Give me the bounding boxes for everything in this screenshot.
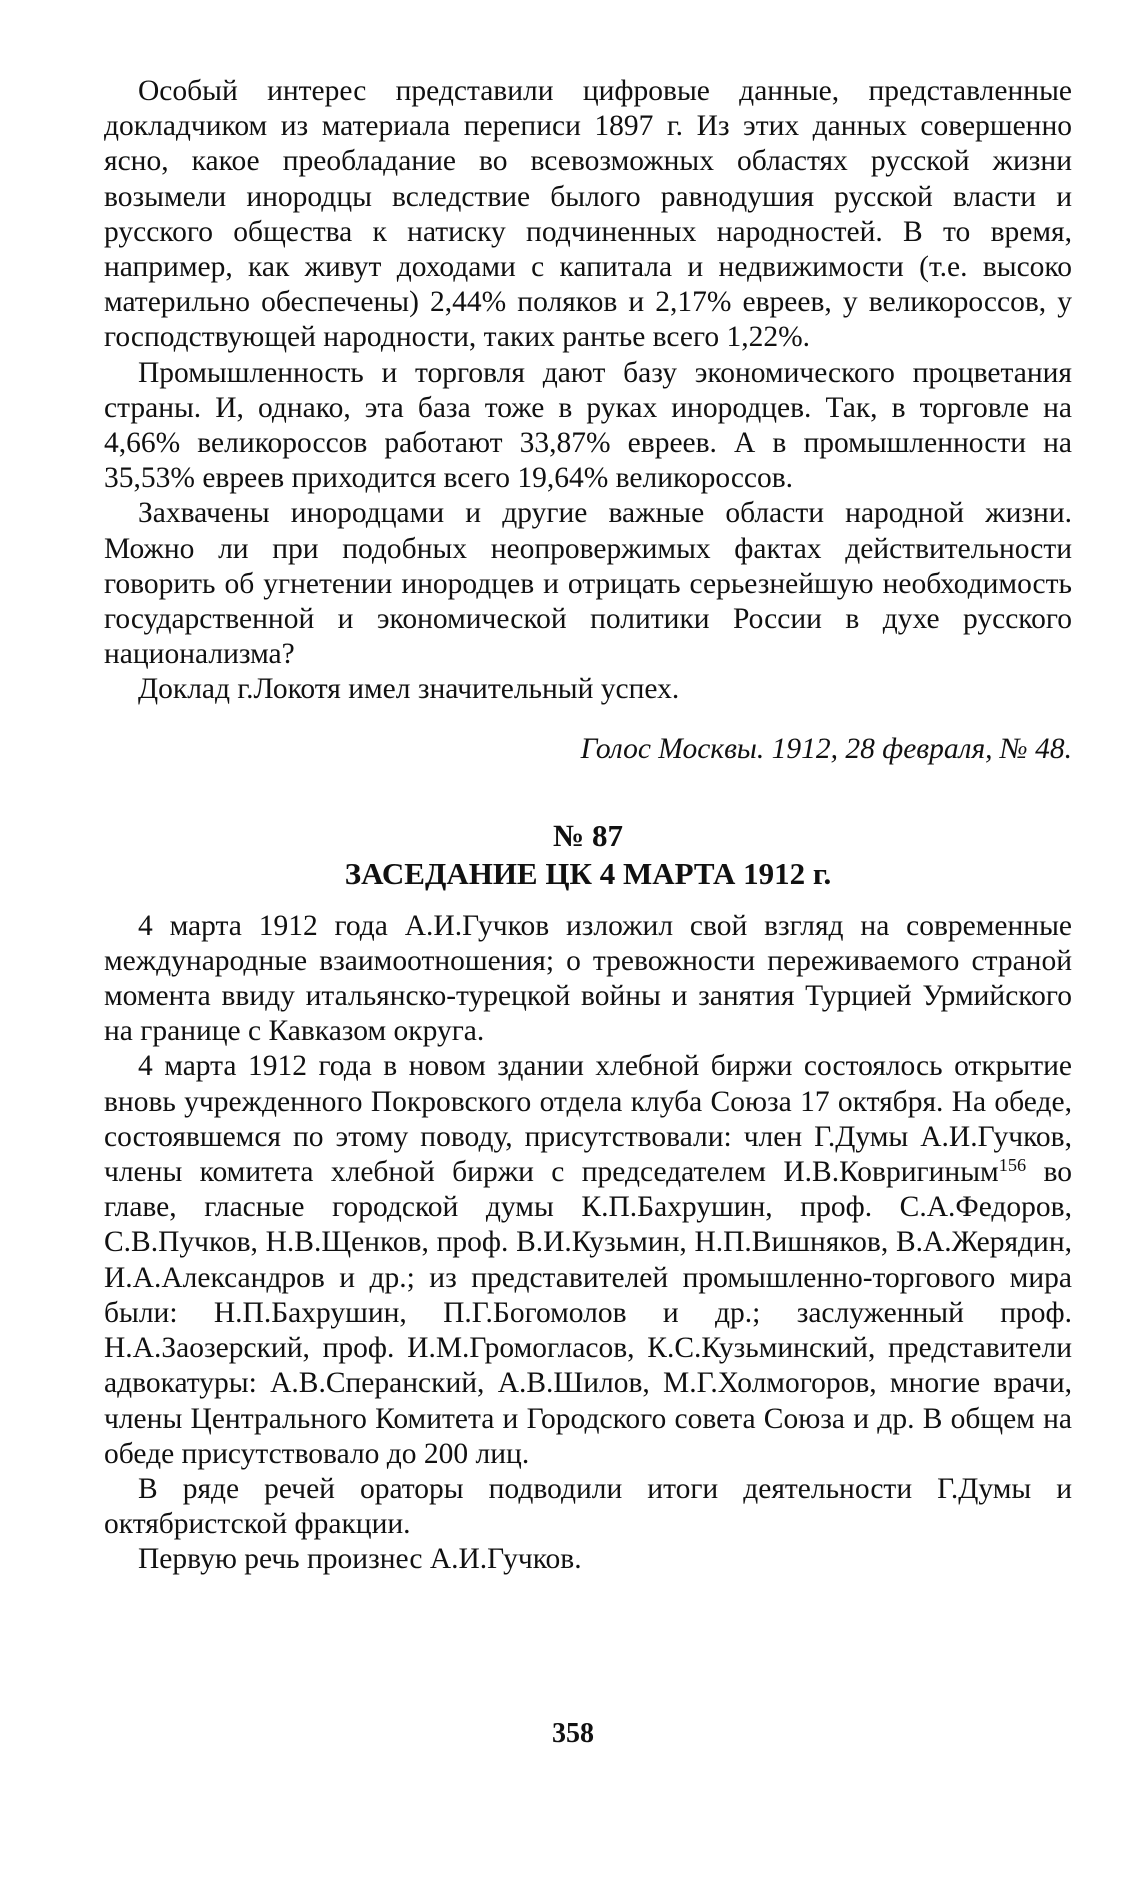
page-number: 358 [552,1718,594,1749]
paragraph-text: 4 марта 1912 года в новом здании хлебной биржи состоялось открытие вновь учрежденного Покровского отдела клуба Союза 17 октября. На обеде, состоявшемся по этому поводу, присутствовали: член Г.Думы А.И.Гучков, члены комитета хлебной биржи с председателем И.В.Ковригиным [104,1050,1072,1189]
paragraph: 4 марта 1912 года А.И.Гучков изложил свой взгляд на современные международные взаимоотношения; о тревожности переживаемого страной момента ввиду итальянско-турецкой войны и занятия Турцией Урмийского на границе с Кавказом округа. [104,909,1072,1048]
paragraph: Первую речь произнес А.И.Гучков. [138,1543,582,1576]
paragraph: Доклад г.Локотя имел значительный успех. [138,673,680,706]
paragraph: В ряде речей ораторы подводили итоги деятельности Г.Думы и октябристской фракции. [104,1472,1072,1541]
paragraph: Промышленность и торговля дают базу экономического процветания страны. И, однако, эта база тоже в руках инородцев. Так, в торговле на 4,66% великороссов работают 33,87% евреев. А в промышленности на 35,53% евреев приходится всего 19,64% великороссов. [104,356,1072,495]
source-citation: Голос Москвы. 1912, 28 февраля, № 48. [580,732,1072,765]
paragraph: Особый интерес представили цифровые данные, представленные докладчиком из материала переписи 1897 г. Из этих данных совершенно ясно, какое преобладание во всевозможных областях русской жизни возымели инородцы вследствие былого равнодушия русской власти и русского общества к натиску подчиненных народностей. В то время, например, как живут доходами с капитала и недвижимости (т.е. высоко материльно обеспечены) 2,44% поляков и 2,17% евреев, у великороссов, у господствующей народности, таких рантье всего 1,22%. [104,75,1072,354]
document-number: № 87 [553,817,623,853]
document-title: ЗАСЕДАНИЕ ЦК 4 МАРТА 1912 г. [344,855,832,891]
paragraph: Захвачены инородцами и другие важные области народной жизни. Можно ли при подобных неопровержимых фактах действительности говорить об угнетении инородцев и отрицать серьезнейшую необходимость государственной и экономической политики России в духе русского национализма? [104,497,1072,671]
paragraph-text: во главе, гласные городской думы К.П.Бахрушин, проф. С.А.Федоров, С.В.Пучков, Н.В.Щенков, проф. В.И.Кузьмин, Н.П.Вишняков, В.А.Жерядин, И.А.Александров и др.; из представителей промышленно-торгового мира были: Н.П.Бахрушин, П.Г.Богомолов и др.; заслуженный проф. Н.А.Заозерский, проф. И.М.Громогласов, К.С.Кузьминский, представители адвокатуры: А.В.Сперанский, А.В.Шилов, М.Г.Холмогоров, многие врачи, члены Центрального Комитета и Городского совета Союза и др. В общем на обеде присутствовало до 200 лиц. [104,1156,1072,1470]
paragraph [104,1049,1072,1471]
page-body [104,74,1072,1578]
footnote-marker[interactable]: 156 [998,1155,1027,1176]
